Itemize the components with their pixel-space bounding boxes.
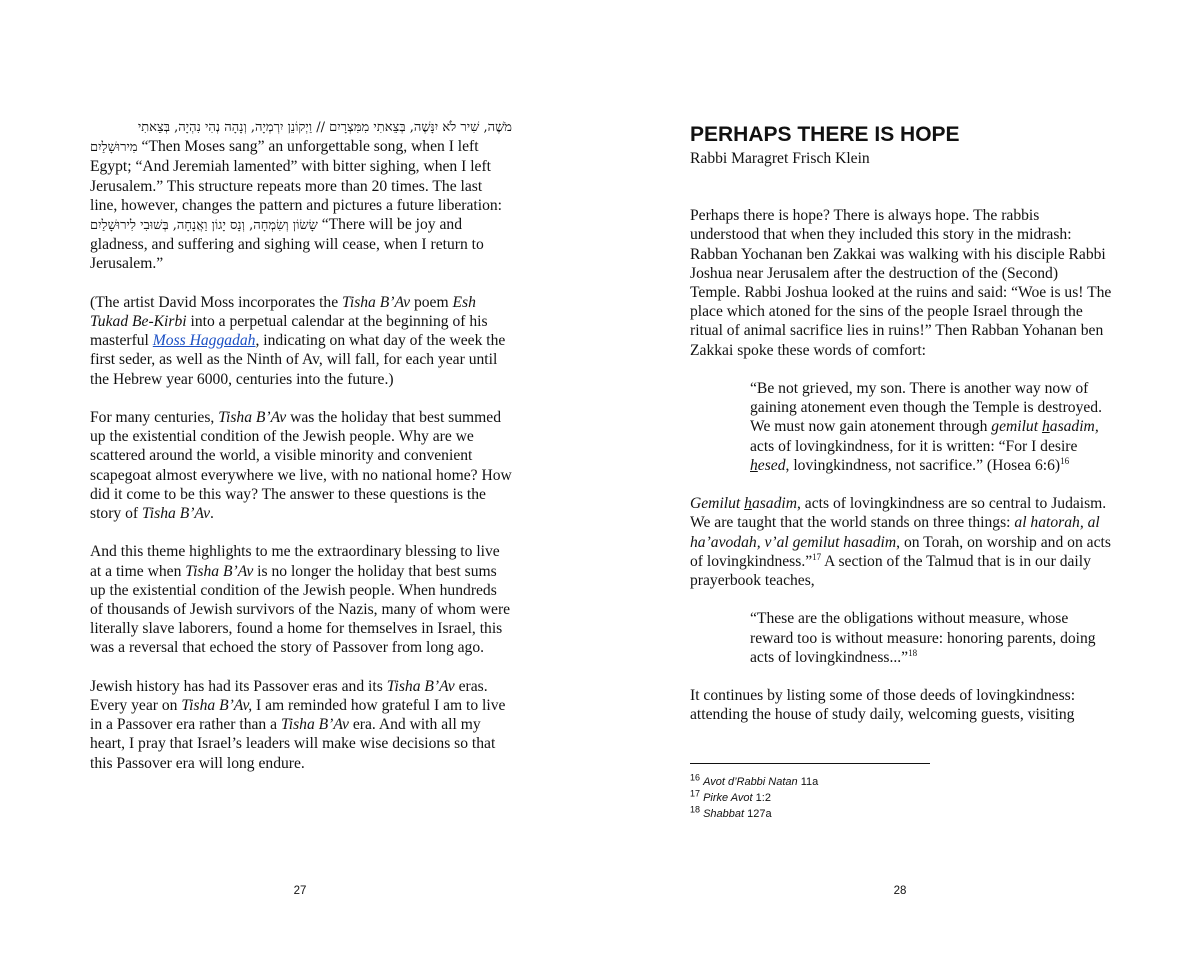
spacer: [690, 168, 1112, 206]
text: , on Torah, on worship and on acts of lovingkindness.”: [690, 533, 1111, 570]
emphasis: [991, 418, 1098, 435]
text: A section of the Talmud that is in our daily prayerbook teaches,: [690, 552, 1091, 590]
footnote-title: Pirke Avot: [703, 791, 753, 804]
footnote-ref: 127a: [744, 807, 772, 820]
text: acts of lovingkindness, for it is written: “For I desire: [750, 437, 1078, 455]
text: , acts of lovingkindness are so central to Judaism. We are taught that the world stands on three things:: [690, 495, 1107, 532]
text: asadim,: [1049, 418, 1099, 436]
footnote-16: [690, 771, 1112, 790]
paragraph-continues: It continues by listing some of those deeds of lovingkindness: attending the house of study daily, welcoming guests, visiting: [690, 687, 1076, 724]
footnote-number: 18: [690, 803, 701, 814]
hebrew-verse-line: מֹשֶׁה, שִׁיר לֹא יִנָּשֶׁה, בְּצֵאתִי מִמִּצְרָיִם // וַיְקוֹנֵן יִרְמְיָה, וְנָהָה נְהִי נִהְיָה, בְּצֵאתִי: [137, 120, 512, 135]
emphasis: [690, 495, 797, 512]
left-page-body: [90, 118, 512, 773]
paragraph-passover-eras: [90, 677, 512, 773]
text: into a perpetual calendar at the beginning of his masterful: [90, 313, 488, 350]
hebrew-verse-end: מִירוּשָׁלַיִם: [90, 140, 138, 156]
emphasis: Tisha B’Av: [218, 409, 287, 427]
text: Gemilut: [690, 495, 745, 513]
emphasis: Tisha B’Av: [141, 505, 210, 523]
right-page-body: [690, 122, 1112, 822]
footnote-18: [690, 803, 1112, 822]
paragraph-gemilut-hasadim: [690, 494, 1112, 590]
paragraph-david-moss: [90, 293, 512, 389]
footnote-divider: [690, 763, 930, 764]
footnote-number: 17: [690, 787, 701, 798]
page-number-right: 28: [893, 885, 907, 897]
text: Jewish history has had its Passover eras and its: [90, 677, 387, 695]
footnote-title: Shabbat: [703, 807, 745, 820]
underlined-letter: h: [744, 495, 752, 513]
paragraph-perhaps-hope: Perhaps there is hope? There is always hope. The rabbis understood that when they included this story in the midrash: Rabban Yochanan ben Zakkai was walking with his disciple Rabbi Joshua near Jerusalem after the destruction of the (Second) Temple. Rabbi Joshua looked at the ruins and said: “Woe is us! The place which atoned for the sins of the people Israel through the ritual of animal sacrifice lies in ruins!” Then Rabban Yohanan ben Zakkai spoke these words of comfort:: [690, 207, 1112, 359]
text: .: [210, 505, 214, 523]
text: , lovingkindness, not sacrifice.” (Hosea 6:6): [785, 456, 1061, 474]
paragraph-many-centuries: [90, 408, 512, 523]
emphasis: Esh Tukad Be-Kirbi: [90, 293, 476, 331]
underlined-letter: h: [1041, 418, 1050, 436]
poem-liberation-translation: “There will be joy and gladness, and suffering and sighing will cease, when I return to Jerusalem.”: [90, 216, 484, 273]
footnote-number: 16: [690, 771, 701, 782]
footnote-ref-16[interactable]: 16: [1060, 455, 1070, 466]
moss-haggadah-link[interactable]: Moss Haggadah: [152, 332, 256, 350]
text: poem: [410, 293, 453, 311]
block-quote-obligations: [750, 609, 1112, 667]
block-quote-yochanan: [750, 379, 1112, 475]
hebrew-inline-verse: שָׂשׂוֹן וְשִׂמְחָה, וְנָס יָגוֹן וַאֲנָחָה, בְּשׁוּבִי לִירוּשָׁלַיִם: [90, 218, 318, 234]
text: is no longer the holiday that best sums up the existential condition of the Jewish people. When hundreds of thousands of Jewish survivors of the Nazis, many of whom were literally slave laborers, found a home for themselves in Israel, this was a reversal that echoed the story of Passover from long ago.: [90, 562, 511, 657]
chapter-title: PERHAPS THERE IS HOPE: [690, 123, 960, 146]
footnote-ref-18[interactable]: 18: [908, 647, 918, 658]
emphasis: Tisha B’Av: [280, 716, 349, 734]
text: esed: [757, 456, 786, 474]
text: gemilut: [991, 418, 1042, 436]
text: For many centuries,: [90, 409, 219, 427]
text: I am reminded how grateful I am to live in a Passover era rather than a: [90, 697, 506, 734]
text: was the holiday that best summed up the existential condition of the Jewish people. Why are we scattered around the world, a visible minority and convenient scapegoat almost everywhere we live, with no national home? How did it come to be this way? The answer to these questions is the story of: [90, 409, 512, 523]
footnote-ref-17[interactable]: 17: [812, 551, 822, 562]
text: And this theme highlights to me the extraordinary blessing to live at a time when: [90, 543, 500, 580]
emphasis: [750, 457, 786, 474]
footnote-ref: 1:2: [752, 791, 771, 804]
emphasis: Tisha B’Av,: [181, 697, 253, 715]
emphasis: al hatorah, al ha’avodah, v’al gemilut hasadim: [690, 514, 1100, 551]
paragraph-hebrew-poem: [90, 118, 512, 274]
footnotes: [690, 771, 1112, 822]
text: asadim: [751, 495, 797, 513]
footnote-17: [690, 787, 1112, 806]
text: era. And with all my heart, I pray that Israel’s leaders will make wise decisions so that this Passover era will long endure.: [90, 716, 496, 772]
poem-translation: “Then Moses sang” an unforgettable song, when I left Egypt; “And Jeremiah lamented” with bitter sighing, when I left Jerusalem.” This structure repeats more than 20 times. The last line, however, changes the pattern and pictures a future liberation:: [90, 138, 503, 214]
emphasis: Tisha B’Av: [342, 293, 411, 311]
footnote-title: Avot d’Rabbi Natan: [703, 775, 798, 788]
chapter-author: Rabbi Maragret Frisch Klein: [690, 150, 870, 167]
left-page: [90, 0, 512, 960]
page-number-left: 27: [293, 885, 307, 897]
text: “Be not grieved, my son. There is another way now of gaining atonement even though the Temple is destroyed. We must now gain atonement through: [750, 380, 1102, 436]
footnote-ref: 11a: [797, 775, 819, 788]
right-page: [690, 0, 1112, 960]
text: “These are the obligations without measure, whose reward too is without measure: honoring parents, doing acts of lovingkindness...”: [750, 610, 1096, 666]
text: , indicating on what day of the week the first seder, as well as the Ninth of Av, will fall, for each year until the Hebrew year 6000, centuries into the future.): [90, 332, 506, 388]
paragraph-blessing: [90, 542, 512, 657]
underlined-letter: h: [750, 456, 758, 474]
text: (The artist David Moss incorporates the: [90, 293, 343, 311]
emphasis: Tisha B’Av: [386, 677, 455, 695]
emphasis: Tisha B’Av: [185, 562, 254, 580]
text: eras. Every year on: [90, 677, 488, 715]
